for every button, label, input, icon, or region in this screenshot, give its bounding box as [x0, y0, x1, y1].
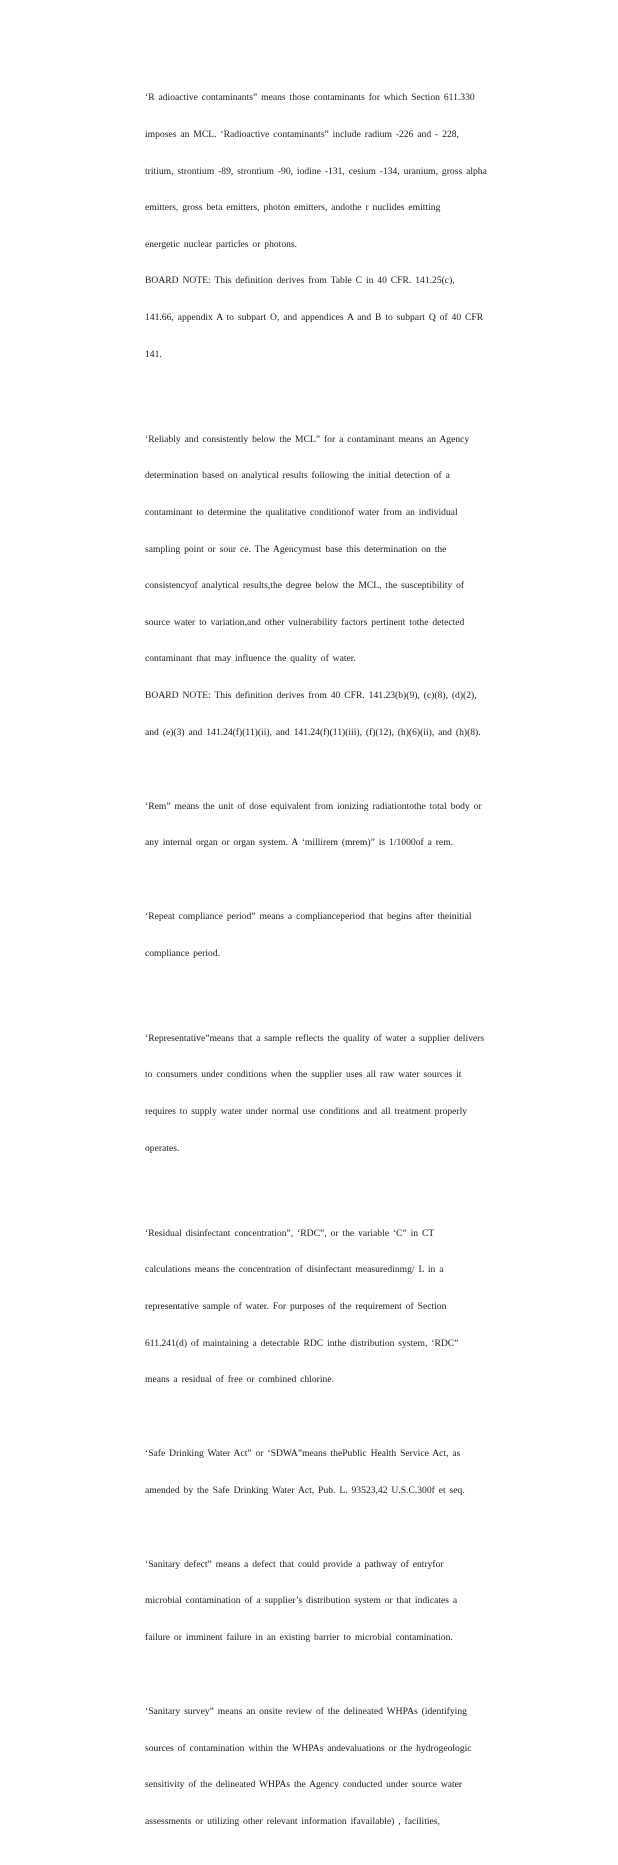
text-line: microbial contamination of a supplier’s distribution system or that indicates a	[145, 1595, 458, 1607]
board-note-line: 141.66, appendix A to subpart O, and appendices A and B to subpart Q of 40 CFR	[145, 312, 484, 324]
text-line: ‘R adioactive contaminants” means those contaminants for which Section 611.330	[145, 92, 475, 104]
text-line: ‘Residual disinfectant concentration”, ‘RDC”, or the variable ‘C” in CT	[145, 1227, 435, 1239]
text-line: operates.	[145, 1142, 180, 1154]
text-line: sensitivity of the delineated WHPAs the Agency conducted under source water	[145, 1779, 463, 1791]
text-line: failure or imminent failure in an existing barrier to microbial contamination.	[145, 1631, 453, 1643]
text-line: ‘Sanitary defect” means a defect that could provide a pathway of entryfor	[145, 1558, 444, 1570]
page-body	[145, 68, 547, 1865]
text-line: ‘Representative”means that a sample reflects the quality of water a supplier delivers	[145, 1032, 485, 1044]
text-line: means a residual of free or combined chlorine.	[145, 1374, 334, 1386]
definition-sanitary-survey	[145, 1682, 547, 1853]
text-line: any internal organ or organ system. A ‘millirem (mrem)” is 1/1000of a rem.	[145, 837, 454, 849]
text-line: contaminant that may influence the quality of water.	[145, 653, 356, 665]
text-line: imposes an MCL. ‘Radioactive contaminants” include radium -226 and - 228,	[145, 129, 459, 141]
text-line: tritium, strontium -89, strontium -90, iodine -131, cesium -134, uranium, gross alpha	[145, 165, 487, 177]
text-line: sampling point or sour ce. The Agencymust base this determination on the	[145, 543, 447, 555]
text-line: ‘Reliably and consistently below the MCL” for a contaminant means an Agency	[145, 433, 470, 445]
definition-representative	[145, 1008, 547, 1179]
definition-safe-drinking-water-act	[145, 1424, 547, 1522]
text-line: contaminant to determine the qualitative conditionof water from an individual	[145, 506, 458, 518]
definition-repeat-compliance-period	[145, 887, 547, 985]
text-line: calculations means the concentration of disinfectant measuredinmg/ L in a	[145, 1264, 444, 1276]
text-line: energetic nuclear particles or photons.	[145, 238, 298, 250]
board-note-line: and (e)(3) and 141.24(f)(11)(ii), and 141.24(f)(11)(iii), (f)(12), (h)(6)(ii), and (h)(8).	[145, 726, 481, 738]
text-line: ‘Repeat compliance period” means a complianceperiod that begins after theinitial	[145, 911, 472, 923]
text-line: ‘Safe Drinking Water Act” or ‘SDWA”means thePublic Health Service Act, as	[145, 1448, 461, 1460]
text-line: 611.241(d) of maintaining a detectable RDC inthe distribution system, ‘RDC”	[145, 1337, 459, 1349]
board-note-line: 141.	[145, 348, 162, 360]
definition-residual-disinfectant-concentration	[145, 1203, 547, 1410]
text-line: to consumers under conditions when the supplier uses all raw water sources it	[145, 1069, 462, 1081]
text-line: consistencyof analytical results,the degree below the MCL, the susceptibility of	[145, 580, 465, 592]
definition-rem	[145, 776, 547, 874]
definition-radioactive-contaminants	[145, 68, 547, 385]
text-line: source water to variation,and other vulnerability factors pertinent tothe detected	[145, 616, 465, 628]
text-line: requires to supply water under normal use conditions and all treatment properly	[145, 1106, 468, 1118]
text-line: emitters, gross beta emitters, photon emitters, andothe r nuclides emitting	[145, 202, 441, 214]
text-line: representative sample of water. For purposes of the requirement of Section	[145, 1300, 447, 1312]
text-line: ‘Sanitary survey” means an onsite review of the delineated WHPAs (identifying	[145, 1705, 467, 1717]
text-line: compliance period.	[145, 947, 221, 959]
definition-sanitary-defect	[145, 1534, 547, 1668]
text-line: ‘Rem” means the unit of dose equivalent from ionizing radiationtothe total body or	[145, 800, 482, 812]
board-note-line: BOARD NOTE: This definition derives from Table C in 40 CFR. 141.25(c),	[145, 275, 455, 287]
text-line: amended by the Safe Drinking Water Act, Pub. L. 93523,42 U.S.C.300f et seq.	[145, 1484, 465, 1496]
definition-reliably-consistently	[145, 409, 547, 763]
text-line: determination based on analytical results following the initial detection of a	[145, 470, 450, 482]
text-line: assessments or utilizing other relevant information ifavailable) , facilities,	[145, 1815, 440, 1827]
text-line: sources of contamination within the WHPAs andevaluations or the hydrogeologic	[145, 1742, 472, 1754]
board-note-line: BOARD NOTE: This definition derives from 40 CFR. 141.23(b)(9), (c)(8), (d)(2),	[145, 689, 477, 701]
